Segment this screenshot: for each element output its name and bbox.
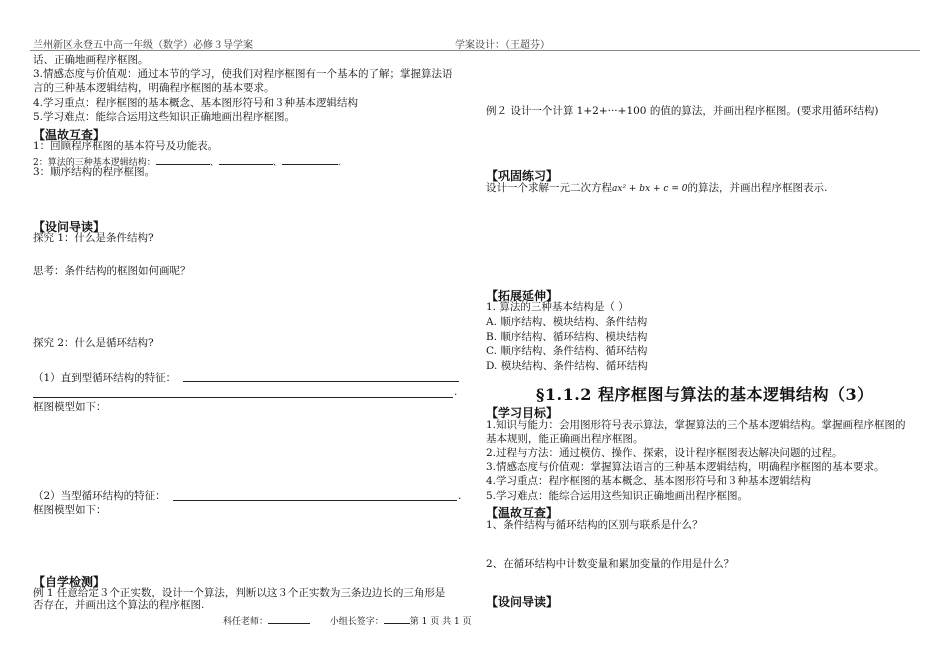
quadratic-formula: ax² + bx + c = 0 — [612, 184, 688, 194]
goal-line: 2.过程与方法：通过模仿、操作、探索，设计程序框图表达解决问题的过程。 — [486, 447, 843, 459]
header-left: 兰州新区永登五中高一年级（数学）必修３导学案 — [33, 40, 253, 51]
guide-question: （2）当型循环结构的特征： — [33, 490, 166, 502]
guide-question: （1）直到型循环结构的特征： — [33, 372, 177, 384]
section-guide-heading: 【设问导读】 — [33, 220, 106, 234]
mcq-option-d[interactable]: D. 模块结构、条件结构、循环结构 — [486, 360, 648, 372]
consolidation-text: 的算法，并画出程序框图表示. — [687, 182, 828, 194]
header-right: 学案设计：（王超芬） — [455, 40, 550, 51]
flowchart-prompt: 框图模型如下： — [33, 504, 107, 516]
review-item: 3：顺序结构的程序框图。 — [33, 166, 156, 178]
teacher-label: 科任老师： — [223, 617, 269, 627]
review-item-label: 2：算法的三种基本逻辑结构： — [33, 158, 156, 168]
example-1: 否存在，并画出这个算法的程序框图. — [33, 599, 205, 611]
separator: 、 — [209, 158, 219, 168]
review-item: 1：回顾程序框图的基本符号及功能表。 — [33, 140, 219, 152]
answer-line[interactable] — [33, 397, 453, 398]
objective-line: 言的三种基本逻辑结构，明确程序框图的基本要求。 — [33, 82, 275, 94]
group-leader-label: 小组长签字： — [329, 617, 384, 627]
example-2: 例２ 设计一个计算 1+2+···+100 的值的算法，并画出程序框图。(要求用循环结构) — [486, 105, 879, 117]
flowchart-prompt: 框图模型如下： — [33, 401, 107, 413]
separator: 、 — [272, 158, 282, 168]
objective-line: 5.学习难点：能综合运用这些知识正确地画出程序框图。 — [33, 111, 296, 123]
line-end-period: . — [458, 490, 462, 502]
guide-question: 探究 1：什么是条件结构? — [33, 232, 154, 244]
section-extension-heading: 【拓展延伸】 — [486, 289, 559, 303]
answer-line[interactable] — [183, 381, 459, 382]
section-consolidation-heading: 【巩固练习】 — [486, 169, 559, 183]
answer-line[interactable] — [173, 500, 457, 501]
example-1: 例 1 任意给定３个正实数，设计一个算法，判断以这３个正实数为三条边边长的三角形是 — [33, 587, 446, 599]
objective-line: 话、正确地画程序框图。 — [33, 54, 149, 66]
separator: . — [337, 158, 341, 168]
mcq-option-b[interactable]: B. 顺序结构、循环结构、模块结构 — [486, 331, 648, 343]
section-guide-heading-2: 【设问导读】 — [486, 595, 559, 609]
mcq-option-a[interactable]: A. 顺序结构、模块结构、条件结构 — [486, 316, 648, 328]
objective-line: 3.情感态度与价值观：通过本节的学习，使我们对程序框图有一个基本的了解；掌握算法语 — [33, 68, 453, 80]
goal-line: 5.学习难点：能综合运用这些知识正确地画出程序框图。 — [486, 490, 749, 502]
objective-line: 4.学习重点：程序框图的基本概念、基本图形符号和３种基本逻辑结构 — [33, 97, 359, 109]
mcq-question: 1. 算法的三种基本结构是（ ） — [486, 301, 629, 313]
answer-blank[interactable] — [282, 154, 338, 165]
goal-line: 4.学习重点：程序框图的基本概念、基本图形符号和３种基本逻辑结构 — [486, 475, 812, 487]
answer-blank[interactable] — [156, 154, 210, 165]
section-self-check-heading: 【自学检测】 — [33, 575, 106, 589]
goal-line: 1.知识与能力：会用图形符号表示算法，掌握算法的三个基本逻辑结构。掌握画程序框图的 — [486, 419, 906, 431]
line-end-period: . — [454, 386, 458, 398]
group-leader-signature-blank[interactable] — [384, 615, 410, 624]
review-question: 2、在循环结构中计数变量和累加变量的作用是什么？ — [486, 558, 735, 570]
guide-question: 思考：条件结构的框图如何画呢？ — [33, 265, 191, 277]
mcq-option-c[interactable]: C. 顺序结构、条件结构、循环结构 — [486, 345, 648, 357]
goal-line: 基本规则，能正确画出程序框图。 — [486, 433, 644, 445]
review-question: 1、条件结构与循环结构的区别与联系是什么？ — [486, 519, 703, 531]
answer-blank[interactable] — [219, 154, 273, 165]
section-review-heading: 【温故互查】 — [33, 128, 106, 142]
lesson-title: §1.1.2 程序框图与算法的基本逻辑结构（3） — [536, 385, 874, 404]
goal-line: 3.情感态度与价值观：掌握算法语言的三种基本逻辑结构，明确程序框图的基本要求。 — [486, 461, 885, 473]
section-review-heading-2: 【温故互查】 — [486, 506, 559, 520]
section-goals-heading: 【学习目标】 — [486, 406, 559, 420]
page-footer — [223, 614, 472, 627]
guide-question: 探究 2：什么是循环结构? — [33, 337, 154, 349]
consolidation-task — [486, 182, 827, 196]
page-number: 第 1 页 共 1 页 — [409, 617, 472, 627]
consolidation-text: 设计一个求解一元二次方程 — [486, 182, 612, 194]
header-rule — [30, 50, 920, 51]
teacher-signature-blank[interactable] — [268, 615, 310, 624]
